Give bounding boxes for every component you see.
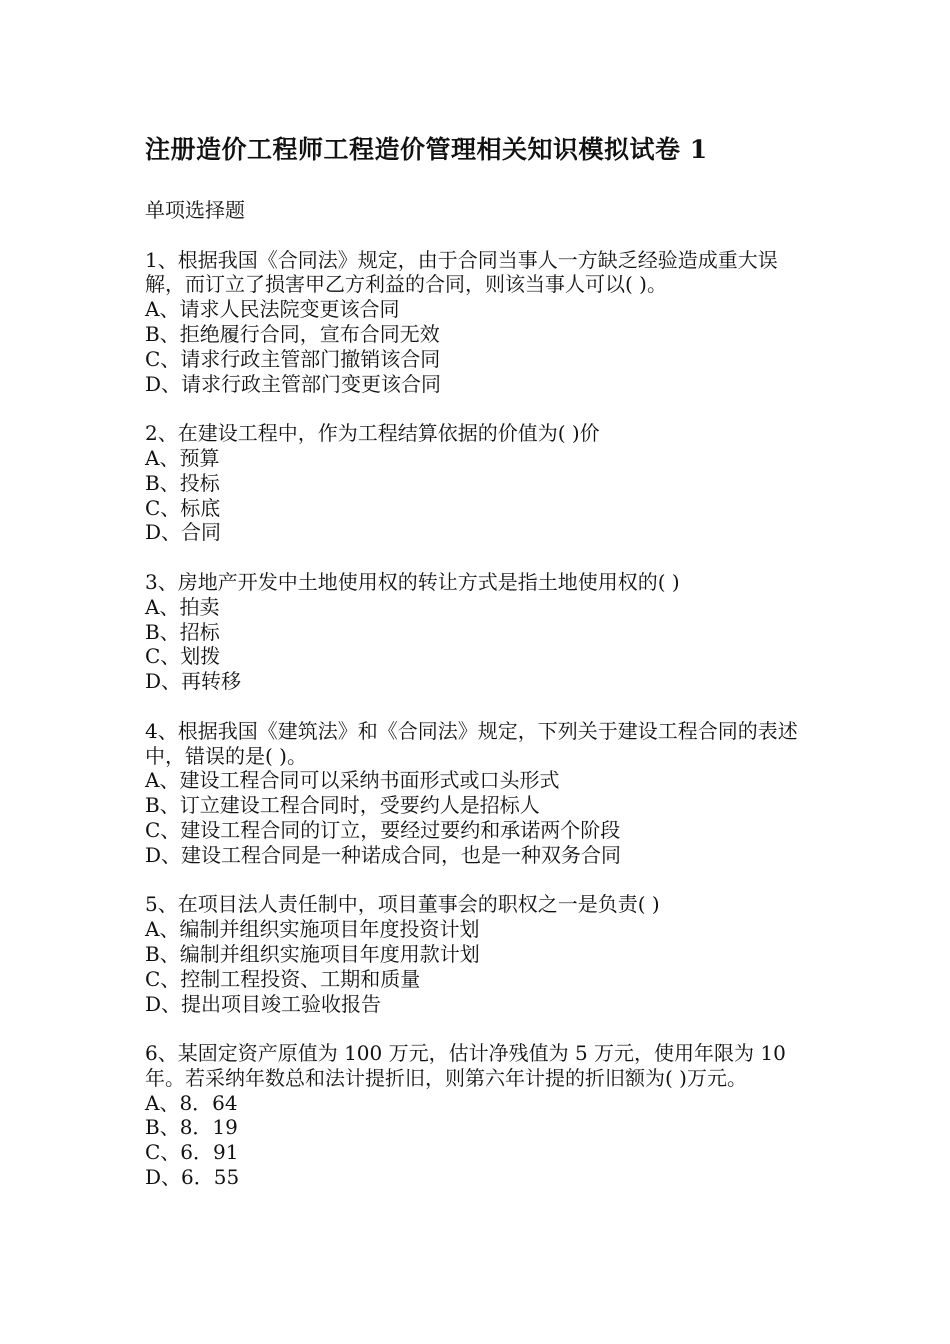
- document-title: 注册造价工程师工程造价管理相关知识模拟试卷 1: [145, 135, 708, 164]
- option-d: D、6．55: [145, 1165, 240, 1190]
- option-b: B、投标: [145, 470, 220, 495]
- option-b: B、招标: [145, 619, 220, 644]
- option-b: B、8．19: [145, 1115, 238, 1140]
- option-c: C、6．91: [145, 1140, 239, 1165]
- question-text: 4、根据我国《建筑法》和《合同法》规定，下列关于建设工程合同的表述中，错误的是( )。: [145, 718, 798, 768]
- question-1: [145, 248, 810, 397]
- option-a: A、编制并组织实施项目年度投资计划: [145, 917, 480, 942]
- option-a: A、8．64: [145, 1090, 238, 1115]
- question-text: 2、在建设工程中，作为工程结算依据的价值为( )价: [145, 421, 600, 446]
- question-text: 3、房地产开发中土地使用权的转让方式是指土地使用权的( ): [145, 569, 680, 594]
- option-d: D、建设工程合同是一种诺成合同，也是一种双务合同: [145, 842, 622, 867]
- option-b: B、拒绝履行合同，宣布合同无效: [145, 321, 440, 346]
- option-b: B、编制并组织实施项目年度用款计划: [145, 941, 480, 966]
- option-c: C、请求行政主管部门撤销该合同: [145, 346, 441, 371]
- question-6: [145, 1041, 810, 1190]
- option-c: C、建设工程合同的订立，要经过要约和承诺两个阶段: [145, 817, 621, 842]
- option-d: D、合同: [145, 520, 222, 545]
- option-d: D、请求行政主管部门变更该合同: [145, 371, 442, 396]
- question-text: 5、在项目法人责任制中，项目董事会的职权之一是负责( ): [145, 892, 660, 917]
- option-a: A、预算: [145, 445, 220, 470]
- option-d: D、提出项目竣工验收报告: [145, 991, 382, 1016]
- question-5: [145, 892, 810, 1016]
- question-4: [145, 719, 810, 868]
- option-a: A、拍卖: [145, 594, 220, 619]
- question-2: [145, 421, 810, 545]
- document-page: [145, 128, 810, 1215]
- option-a: A、建设工程合同可以采纳书面形式或口头形式: [145, 768, 560, 793]
- option-c: C、标底: [145, 495, 221, 520]
- option-a: A、请求人民法院变更该合同: [145, 297, 400, 322]
- option-c: C、划拨: [145, 644, 221, 669]
- question-text: 6、某固定资产原值为 100 万元，估计净残值为 5 万元，使用年限为 10 年。若采纳年数总和法计提折旧，则第六年计提的折旧额为( )万元。: [145, 1041, 786, 1090]
- section-heading: 单项选择题: [145, 198, 245, 222]
- option-b: B、订立建设工程合同时，受要约人是招标人: [145, 793, 540, 818]
- option-c: C、控制工程投资、工期和质量: [145, 966, 421, 991]
- question-text: 1、根据我国《合同法》规定，由于合同当事人一方缺乏经验造成重大误解，而订立了损害甲乙方利益的合同，则该当事人可以( )。: [145, 247, 778, 297]
- question-3: [145, 570, 810, 694]
- option-d: D、再转移: [145, 669, 242, 694]
